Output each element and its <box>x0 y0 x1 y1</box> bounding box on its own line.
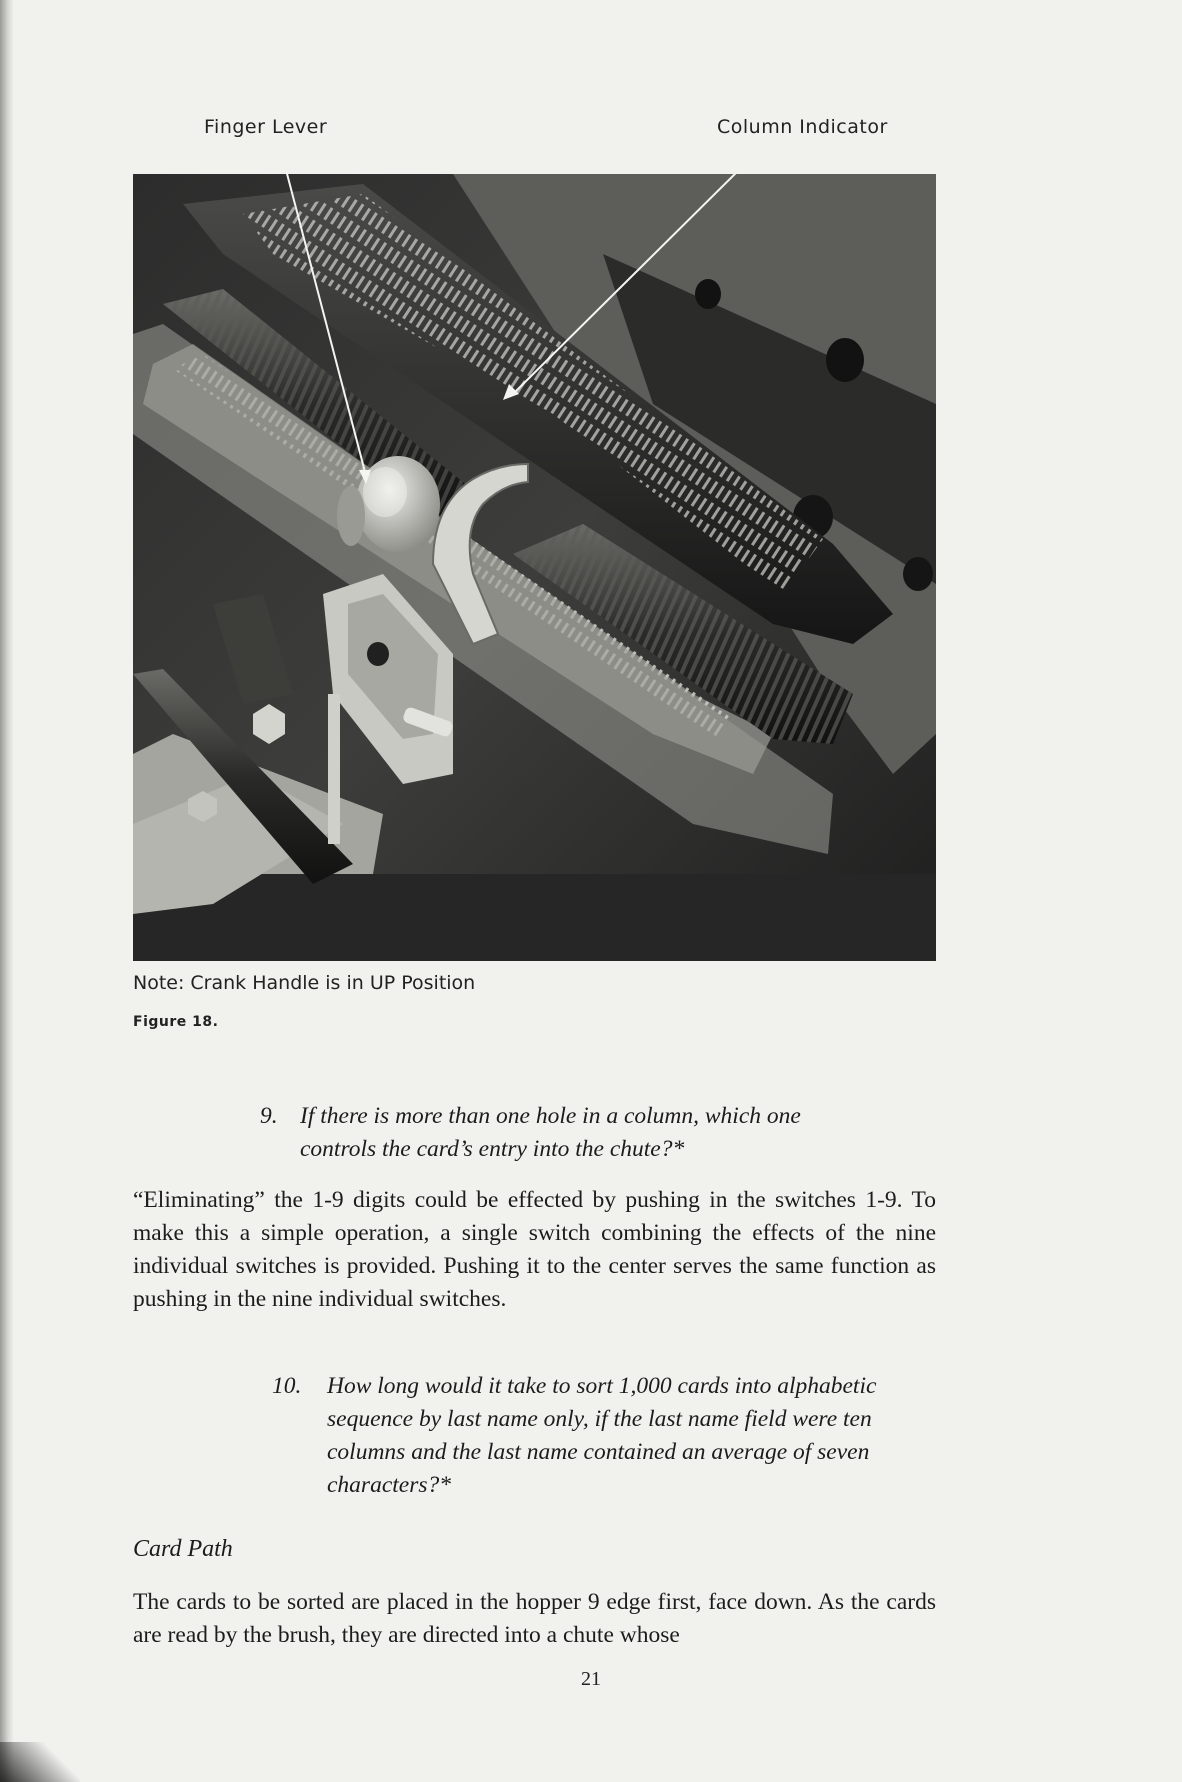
figure-label: Figure 18. <box>133 1014 219 1030</box>
paragraph-card-path: The cards to be sorted are placed in the hopper 9 edge first, face down. As the cards are read by the brush, they are directed into a chute whose <box>133 1589 936 1648</box>
figure-note: Note: Crank Handle is in UP Position <box>133 972 476 994</box>
question-10-text: How long would it take to sort 1,000 cards into alphabetic sequence by last name only, if the last name field were ten columns and the last name contained an average of seven characters?* <box>327 1373 877 1498</box>
question-10 <box>272 1370 938 1502</box>
paragraph-eliminating: “Eliminating” the 1-9 digits could be effected by pushing in the switches 1-9. To make this a simple operation, a single switch combining the effects of the nine individual switches is provided. Pushing it to the center serves the same function as pushing in the nine individual switches. <box>133 1187 936 1312</box>
question-9 <box>262 1100 937 1166</box>
page-left-edge-shadow <box>0 0 14 1782</box>
page-number: 21 <box>581 1668 601 1690</box>
question-9-number: 9. <box>260 1103 278 1129</box>
section-heading-card-path: Card Path <box>133 1536 233 1562</box>
callout-finger-lever: Finger Lever <box>204 116 328 138</box>
page-corner-shadow <box>0 1742 80 1782</box>
sorter-mechanism-photo <box>133 174 936 961</box>
question-9-line-1: If there is more than one hole in a column, which one <box>300 1103 801 1129</box>
callout-column-indicator: Column Indicator <box>717 116 888 138</box>
question-10-number: 10. <box>272 1373 302 1399</box>
question-9-line-2: controls the card’s entry into the chute?* <box>300 1136 685 1162</box>
